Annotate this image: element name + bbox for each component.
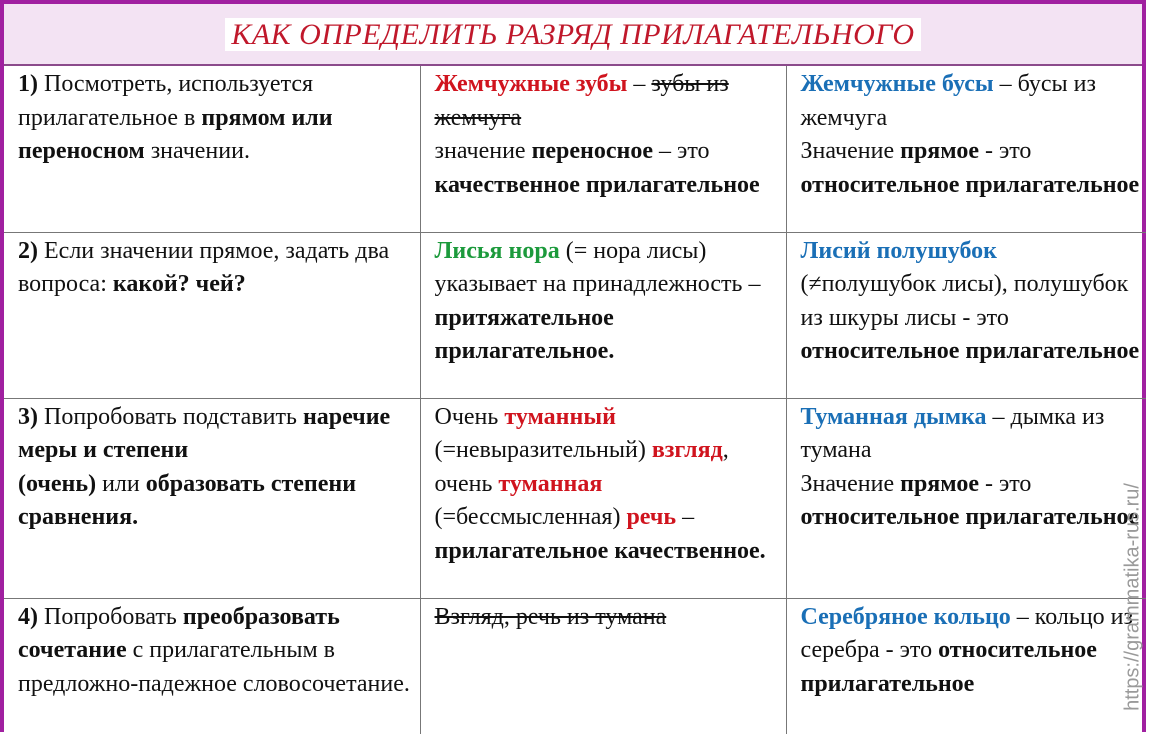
table-row [4, 598, 1146, 734]
counterexample-cell: Серебряное кольцо – кольцо из серебра - это относительное прилагательное [800, 603, 1133, 697]
example-cell: Жемчужные зубы – зубы из жемчуга значение переносное – это качественное прилагательное [420, 66, 786, 232]
example-cell: Взгляд, речь из тумана [420, 598, 786, 734]
table-row [4, 66, 1146, 232]
counterexample-cell: Лисий полушубок (≠полушубок лисы), полушубок из шкуры лисы - это относительное прилагательное [786, 232, 1146, 398]
counterexample-cell: Туманная дымка – дымка из тумана Значение прямое - это относительное прилагательное [786, 398, 1146, 598]
rule-cell: 4) Попробовать преобразовать сочетание с прилагательным в предложно-падежное словосочетание. [4, 598, 420, 734]
adjective-rules-table [4, 66, 1146, 734]
table-row [4, 232, 1146, 398]
rule-cell: 2) Если значении прямое, задать два вопроса: какой? чей? [4, 232, 420, 398]
rule-cell: 3) Попробовать подставить наречие меры и степени (очень) или образовать степени сравнения. [4, 398, 420, 598]
counterexample-cell: Жемчужные бусы – бусы из жемчуга Значение прямое - это относительное прилагательное [786, 66, 1146, 232]
watermark: https://grammatika-rus.ru/ [1121, 483, 1144, 711]
example-cell: Лисья нора (= нора лисы) указывает на принадлежность – притяжательное прилагательное. [420, 232, 786, 398]
rule-cell: 1) Посмотреть, используется прилагательное в прямом или переносном значении. [4, 66, 420, 232]
example-cell: Очень туманный (=невыразительный) взгляд, очень туманная (=бессмысленная) речь – прилагательное качественное. [420, 398, 786, 598]
table-row [4, 398, 1146, 598]
page-title: КАК ОПРЕДЕЛИТЬ РАЗРЯД ПРИЛАГАТЕЛЬНОГО [225, 18, 920, 51]
title-bar [4, 4, 1142, 66]
